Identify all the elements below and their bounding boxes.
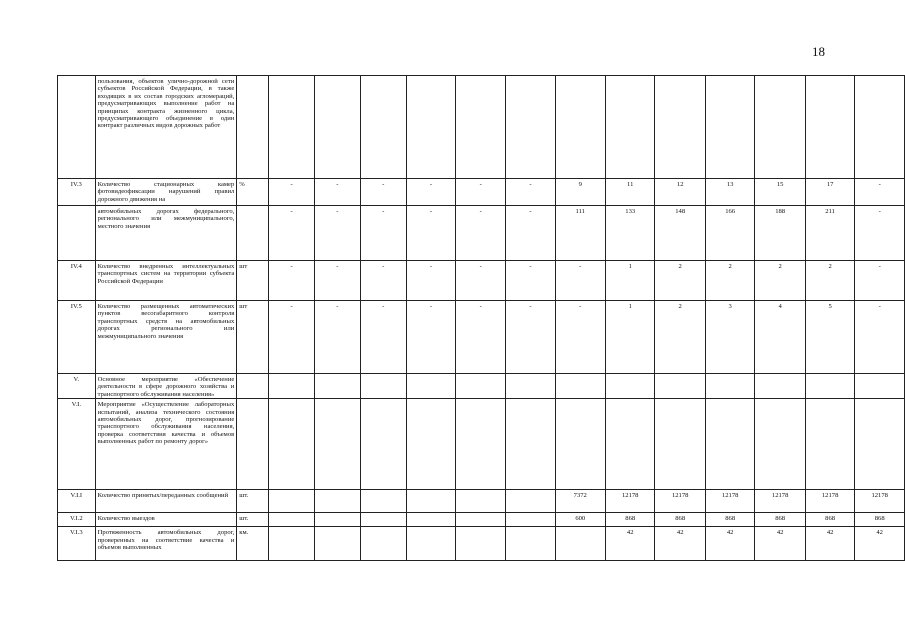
table-row (58, 206, 905, 261)
value-cell (406, 490, 455, 513)
value-cell: 12178 (805, 490, 854, 513)
value-cell (456, 513, 506, 527)
row-number (58, 206, 96, 261)
unit-cell (237, 206, 269, 261)
value-cell: - (855, 261, 905, 301)
row-number: IV.4 (58, 261, 96, 301)
value-cell: 12178 (655, 490, 705, 513)
value-cell: - (315, 179, 360, 206)
value-cell: 600 (555, 513, 605, 527)
value-cell (506, 490, 555, 513)
value-cell: 2 (705, 261, 754, 301)
page-number: 18 (812, 44, 825, 59)
unit-cell: шт (237, 301, 269, 374)
table-row (58, 513, 905, 527)
unit-cell: км. (237, 527, 269, 561)
indicator-description: автомобильных дорогах федерального, регионального или межмуниципального, местного значения (95, 206, 237, 261)
unit-cell: % (237, 179, 269, 206)
value-cell (605, 76, 654, 179)
value-cell: - (555, 261, 605, 301)
indicator-description: Количество внедренных интеллектуальных транспортных систем на территории субъекта Российской Федерации (95, 261, 237, 301)
value-cell: 4 (755, 301, 805, 374)
value-cell (268, 374, 314, 399)
table-row (58, 261, 905, 301)
value-cell: 12178 (755, 490, 805, 513)
value-cell: - (268, 206, 314, 261)
value-cell (406, 399, 455, 490)
value-cell (456, 76, 506, 179)
value-cell: - (406, 261, 455, 301)
value-cell: - (268, 261, 314, 301)
value-cell: - (360, 179, 406, 206)
value-cell (855, 399, 905, 490)
value-cell: 188 (755, 206, 805, 261)
value-cell (360, 374, 406, 399)
value-cell: 868 (655, 513, 705, 527)
unit-cell: шт (237, 261, 269, 301)
value-cell: - (855, 179, 905, 206)
row-number: V.I.2 (58, 513, 96, 527)
value-cell: - (456, 206, 506, 261)
value-cell: 2 (755, 261, 805, 301)
value-cell (805, 76, 854, 179)
value-cell (855, 76, 905, 179)
value-cell: 12178 (855, 490, 905, 513)
value-cell: - (506, 261, 555, 301)
value-cell: 12178 (705, 490, 754, 513)
unit-cell: шт. (237, 490, 269, 513)
value-cell: - (506, 206, 555, 261)
value-cell: - (360, 261, 406, 301)
value-cell (406, 527, 455, 561)
unit-cell (237, 399, 269, 490)
value-cell: - (506, 179, 555, 206)
indicator-description: Количество принятых/переданных сообщений (95, 490, 237, 513)
value-cell: 15 (755, 179, 805, 206)
unit-cell (237, 76, 269, 179)
row-number: V. (58, 374, 96, 399)
value-cell (755, 399, 805, 490)
value-cell: 9 (555, 179, 605, 206)
indicator-description: Протяженность автомобильных дорог, проверенных на соответствие качества и объемов выполненных (95, 527, 237, 561)
value-cell (406, 374, 455, 399)
value-cell: 7372 (555, 490, 605, 513)
value-cell: 1 (605, 261, 654, 301)
value-cell (605, 374, 654, 399)
value-cell: 42 (655, 527, 705, 561)
value-cell (360, 399, 406, 490)
value-cell (555, 527, 605, 561)
value-cell (315, 374, 360, 399)
value-cell (315, 76, 360, 179)
value-cell (268, 76, 314, 179)
value-cell (456, 527, 506, 561)
value-cell (268, 490, 314, 513)
value-cell: 12178 (605, 490, 654, 513)
value-cell: 868 (705, 513, 754, 527)
value-cell (456, 399, 506, 490)
indicator-description: Мероприятие «Осуществление лабораторных испытаний, анализа технического состояния автомобильных дорог, прогнозирование транспортного обслуживания населения, проверка соответствия качества и объемов выполненных работ по ремонту дорог» (95, 399, 237, 490)
value-cell (360, 76, 406, 179)
value-cell: - (855, 206, 905, 261)
value-cell: 868 (755, 513, 805, 527)
value-cell: 868 (805, 513, 854, 527)
value-cell: - (315, 261, 360, 301)
value-cell (506, 374, 555, 399)
value-cell: - (268, 179, 314, 206)
value-cell (705, 76, 754, 179)
indicator-description: Количество размещенных автоматических пунктов весогабаритного контроля транспортных средств на автомобильных дорогах регионального или межмуниципального значения (95, 301, 237, 374)
value-cell (456, 490, 506, 513)
indicator-description: пользования, объектов улично-дорожной сети субъектов Российской Федерации, в также входящих в их состав городских агломераций, предусматривающих выполнение работ на принципах контракта жизненного цикла, предусматривающего объединение в один контракт различных видов дорожных работ (95, 76, 237, 179)
table-row (58, 527, 905, 561)
indicator-description: Количество стационарных камер фотовидеофиксации нарушений правил дорожного движения на (95, 179, 237, 206)
value-cell: 42 (755, 527, 805, 561)
value-cell (555, 374, 605, 399)
indicator-description: Основное мероприятие «Обеспечение деятельности в сфере дорожного хозяйства и транспортного обслуживания населения» (95, 374, 237, 399)
table-row (58, 490, 905, 513)
value-cell: 12 (655, 179, 705, 206)
value-cell (315, 490, 360, 513)
value-cell: - (360, 301, 406, 374)
value-cell (506, 399, 555, 490)
table-row (58, 399, 905, 490)
value-cell (805, 374, 854, 399)
row-number: V.I.3 (58, 527, 96, 561)
value-cell: 42 (805, 527, 854, 561)
value-cell (360, 513, 406, 527)
value-cell (655, 374, 705, 399)
value-cell: 111 (555, 206, 605, 261)
value-cell: 133 (605, 206, 654, 261)
value-cell: 5 (805, 301, 854, 374)
row-number: V.I. (58, 399, 96, 490)
unit-cell: шт. (237, 513, 269, 527)
value-cell (755, 374, 805, 399)
value-cell (406, 513, 455, 527)
value-cell (506, 76, 555, 179)
value-cell (805, 399, 854, 490)
value-cell: - (506, 301, 555, 374)
row-number: IV.5 (58, 301, 96, 374)
value-cell (705, 399, 754, 490)
value-cell: 2 (655, 261, 705, 301)
value-cell (655, 76, 705, 179)
value-cell: 13 (705, 179, 754, 206)
value-cell (705, 374, 754, 399)
value-cell (268, 513, 314, 527)
value-cell (506, 513, 555, 527)
value-cell: - (268, 301, 314, 374)
value-cell (360, 527, 406, 561)
unit-cell (237, 374, 269, 399)
table-row (58, 179, 905, 206)
value-cell (315, 527, 360, 561)
table-row (58, 76, 905, 179)
value-cell: - (456, 179, 506, 206)
value-cell (268, 527, 314, 561)
value-cell (555, 399, 605, 490)
value-cell: 166 (705, 206, 754, 261)
value-cell: - (855, 301, 905, 374)
value-cell (315, 399, 360, 490)
value-cell (855, 374, 905, 399)
row-number: V.I.I (58, 490, 96, 513)
value-cell: 211 (805, 206, 854, 261)
value-cell: 868 (855, 513, 905, 527)
value-cell: 42 (705, 527, 754, 561)
value-cell: 17 (805, 179, 854, 206)
table-row (58, 374, 905, 399)
indicator-table (57, 75, 905, 561)
value-cell: 2 (655, 301, 705, 374)
value-cell: 1 (605, 301, 654, 374)
value-cell: 42 (605, 527, 654, 561)
value-cell: 42 (855, 527, 905, 561)
value-cell (315, 513, 360, 527)
value-cell (605, 399, 654, 490)
value-cell: 148 (655, 206, 705, 261)
value-cell: 868 (605, 513, 654, 527)
value-cell: 3 (705, 301, 754, 374)
value-cell: - (456, 261, 506, 301)
value-cell (506, 527, 555, 561)
value-cell (555, 76, 605, 179)
value-cell: - (315, 206, 360, 261)
value-cell: - (406, 179, 455, 206)
value-cell (655, 399, 705, 490)
value-cell (360, 490, 406, 513)
value-cell: - (406, 301, 455, 374)
value-cell: - (456, 301, 506, 374)
row-number (58, 76, 96, 179)
value-cell (268, 399, 314, 490)
value-cell (456, 374, 506, 399)
indicator-description: Количество выездов (95, 513, 237, 527)
value-cell (755, 76, 805, 179)
row-number: IV.3 (58, 179, 96, 206)
value-cell: - (406, 206, 455, 261)
value-cell: 11 (605, 179, 654, 206)
value-cell (406, 76, 455, 179)
table-row (58, 301, 905, 374)
value-cell: - (555, 301, 605, 374)
value-cell: - (315, 301, 360, 374)
value-cell: - (360, 206, 406, 261)
value-cell: 2 (805, 261, 854, 301)
